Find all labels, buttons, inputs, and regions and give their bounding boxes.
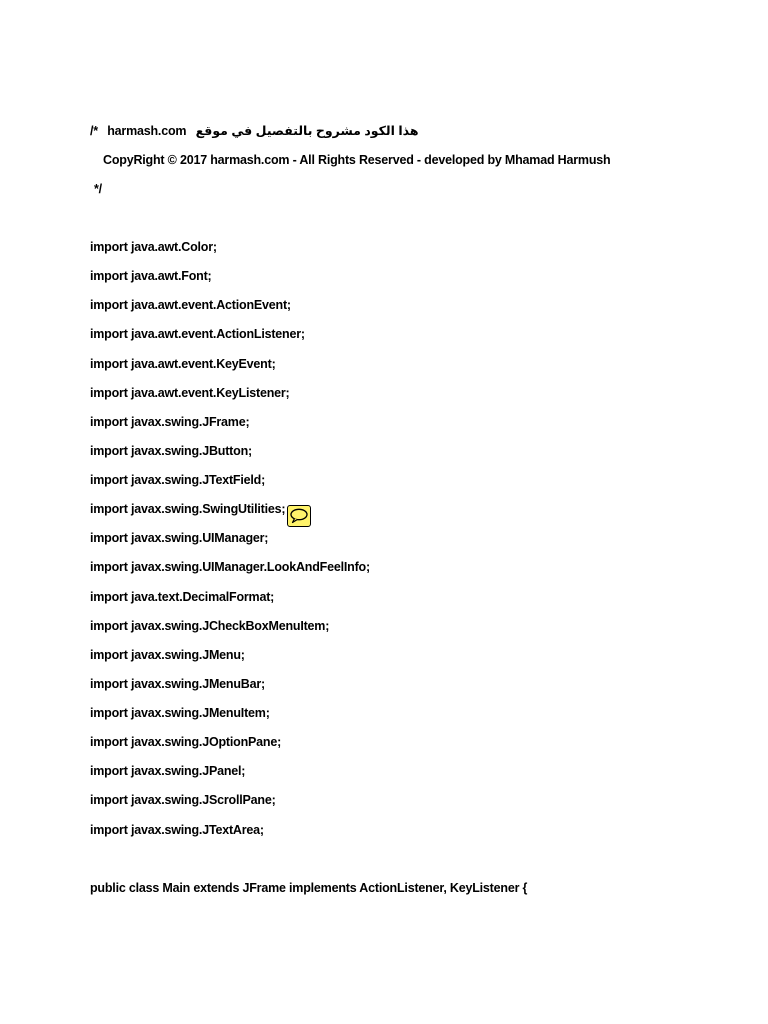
import-line: import java.awt.Font; xyxy=(90,269,212,283)
import-line: import javax.swing.JTextField; xyxy=(90,473,266,487)
import-line: import javax.swing.JScrollPane; xyxy=(90,793,276,807)
import-line: import javax.swing.JCheckBoxMenuItem; xyxy=(90,619,330,633)
import-line: import javax.swing.JMenu; xyxy=(90,648,245,662)
import-line: import javax.swing.JOptionPane; xyxy=(90,735,282,749)
copyright-line: CopyRight © 2017 harmash.com - All Rights Reserved - developed by Mhamad Harmush xyxy=(103,153,611,167)
arabic-note: هذا الكود مشروح بالتفصيل في موقع xyxy=(195,124,419,138)
class-declaration: public class Main extends JFrame implements ActionListener, KeyListener { xyxy=(90,881,528,895)
import-line: import javax.swing.JMenuItem; xyxy=(90,706,270,720)
import-line: import java.awt.event.KeyListener; xyxy=(90,386,290,400)
import-line: import javax.swing.UIManager; xyxy=(90,531,269,545)
import-line: import javax.swing.JTextArea; xyxy=(90,823,264,837)
comment-open: /* xyxy=(90,124,98,138)
speech-bubble-icon xyxy=(288,506,310,526)
import-line: import java.awt.event.ActionListener; xyxy=(90,327,305,341)
comment-note-icon[interactable] xyxy=(287,505,311,527)
import-line: import javax.swing.JButton; xyxy=(90,444,252,458)
import-line: import java.awt.Color; xyxy=(90,240,217,254)
import-line: import java.text.DecimalFormat; xyxy=(90,590,275,604)
comment-close: */ xyxy=(94,182,102,196)
import-line: import javax.swing.JMenuBar; xyxy=(90,677,265,691)
import-line: import javax.swing.JFrame; xyxy=(90,415,250,429)
site-name: harmash.com xyxy=(107,124,187,138)
import-line: import javax.swing.UIManager.LookAndFeelInfo; xyxy=(90,560,370,574)
import-line: import javax.swing.JPanel; xyxy=(90,764,246,778)
header-comment-line xyxy=(90,123,419,139)
import-line: import javax.swing.SwingUtilities; xyxy=(90,502,286,516)
import-line: import java.awt.event.KeyEvent; xyxy=(90,357,276,371)
import-line: import java.awt.event.ActionEvent; xyxy=(90,298,291,312)
